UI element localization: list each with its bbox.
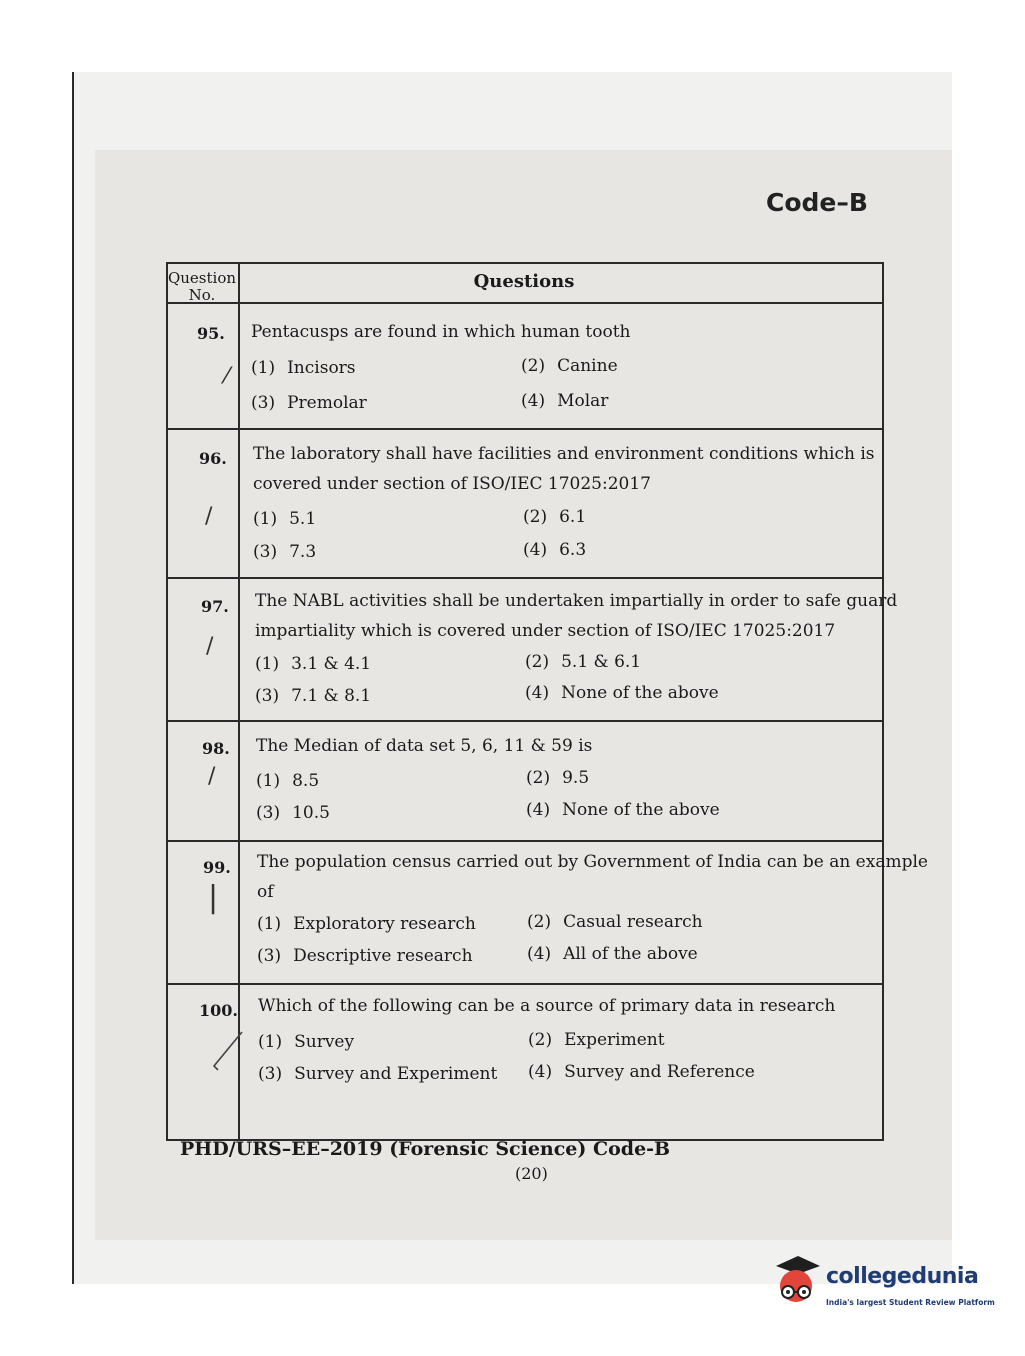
- pen-mark: ⁄: [225, 364, 229, 389]
- question-text: The population census carried out by Government of India can be an example of: [257, 852, 928, 902]
- option: (1) 3.1 & 4.1: [255, 654, 372, 674]
- option: (1) Incisors: [251, 358, 356, 378]
- option: (1) Survey: [258, 1032, 355, 1052]
- option: (2) Canine: [521, 356, 618, 376]
- option: (3) Descriptive research: [257, 946, 473, 966]
- row-divider: [168, 983, 884, 985]
- option: (3) 7.3: [253, 542, 317, 562]
- option: (4) All of the above: [527, 944, 698, 964]
- pen-mark: [206, 1028, 246, 1074]
- logo-tagline: India's largest Student Review Platform: [826, 1298, 995, 1307]
- option: (2) 6.1: [523, 507, 587, 527]
- option: (1) 8.5: [256, 771, 320, 791]
- option: (3) Premolar: [251, 393, 367, 413]
- option: (4) 6.3: [523, 540, 587, 560]
- question-number: 98.: [202, 739, 230, 758]
- option: (4) Molar: [521, 391, 609, 411]
- question-text: The NABL activities shall be undertaken impartially in order to safe guard impartiality which is covered under section of ISO/IEC 17025:2017: [255, 591, 898, 641]
- question-text: Which of the following can be a source of primary data in research: [258, 996, 836, 1016]
- question-number: 100.: [199, 1001, 238, 1020]
- pen-mark: /: [208, 764, 216, 789]
- pen-mark: /: [206, 634, 214, 659]
- option: (2) 5.1 & 6.1: [525, 652, 642, 672]
- footer-paper-code: PHD/URS–EE–2019 (Forensic Science) Code-B: [180, 1138, 671, 1160]
- option: (1) 5.1: [253, 509, 317, 529]
- column-header-question-no: Question No.: [167, 269, 237, 304]
- option: (2) Casual research: [527, 912, 703, 932]
- question-text: The laboratory shall have facilities and environment conditions which is covered under section of ISO/IEC 17025:2017: [253, 444, 875, 494]
- question-number: 96.: [199, 449, 227, 468]
- column-divider: [238, 264, 240, 1141]
- pen-mark: /: [205, 504, 213, 529]
- column-header-questions: Questions: [473, 271, 575, 292]
- option: (1) Exploratory research: [257, 914, 476, 934]
- option: (4) None of the above: [526, 800, 720, 820]
- question-text: The Median of data set 5, 6, 11 & 59 is: [256, 736, 593, 756]
- mascot-icon: [768, 1252, 824, 1312]
- paper-code: Code–B: [766, 188, 868, 217]
- logo-wordmark: collegedunia: [826, 1264, 979, 1289]
- row-divider: [168, 720, 884, 722]
- question-text: Pentacusps are found in which human tooth: [251, 322, 631, 342]
- option: (2) Experiment: [528, 1030, 665, 1050]
- row-divider: [168, 840, 884, 842]
- row-divider: [168, 428, 884, 430]
- row-divider: [168, 577, 884, 579]
- question-number: 99.: [203, 858, 231, 877]
- option: (4) Survey and Reference: [528, 1062, 755, 1082]
- option: (3) Survey and Experiment: [258, 1064, 498, 1084]
- option: (3) 10.5: [256, 803, 330, 823]
- question-number: 97.: [201, 597, 229, 616]
- collegedunia-logo: [768, 1252, 993, 1312]
- option: (2) 9.5: [526, 768, 590, 788]
- option: (3) 7.1 & 8.1: [255, 686, 372, 706]
- pen-mark: |: [208, 880, 219, 915]
- header-divider: [168, 302, 884, 304]
- option: (4) None of the above: [525, 683, 719, 703]
- question-number: 95.: [197, 324, 225, 343]
- page-number: (20): [515, 1164, 548, 1183]
